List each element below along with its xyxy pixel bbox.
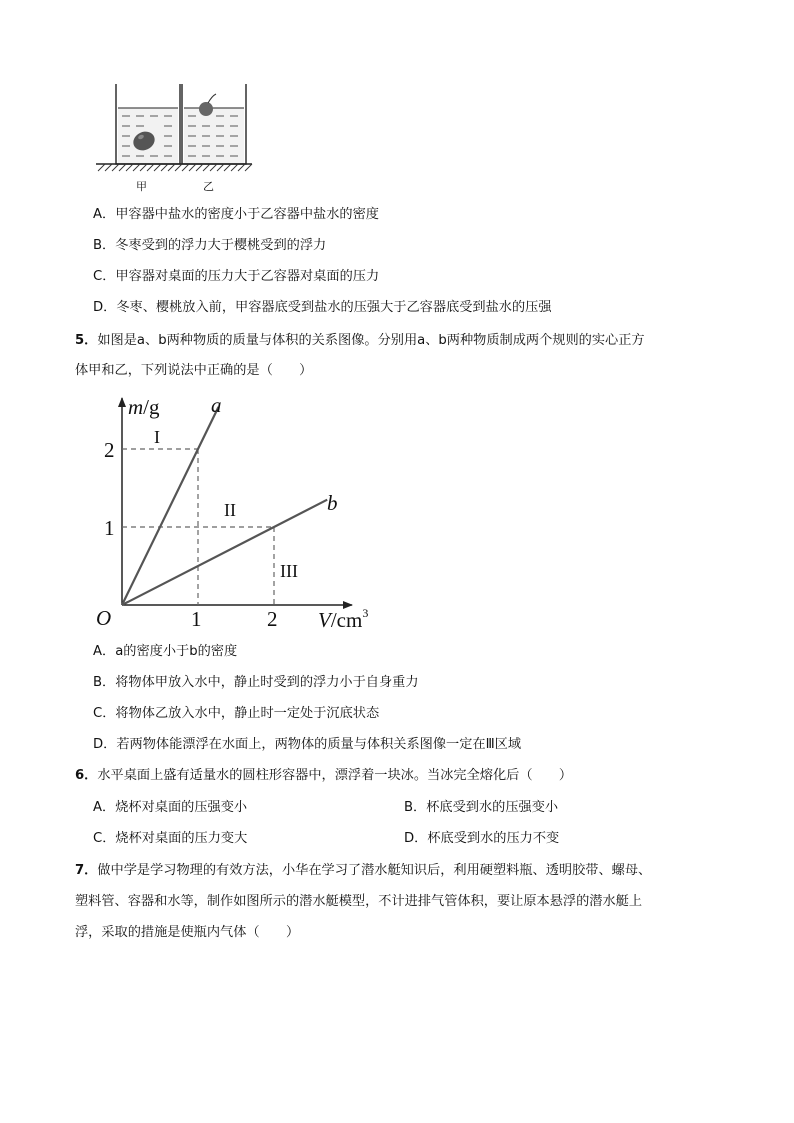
- series-label-b: b: [327, 491, 338, 515]
- q6-stem-text: 水平桌面上盛有适量水的圆柱形容器中，漂浮着一块冰。当冰完全熔化后（ ）: [97, 768, 573, 783]
- q6-option-b: B．杯底受到水的压强变小: [404, 800, 559, 815]
- q7-stem-line3: 浮，采取的措施是使瓶内气体（ ）: [75, 925, 300, 940]
- q5-stem-line1: [75, 332, 645, 350]
- q7-stem-text: 做中学是学习物理的有效方法，小华在学习了潜水艇知识后，利用硬塑料瓶、透明胶带、螺母、: [97, 863, 652, 878]
- q7-stem-line2: 塑料管、容器和水等，制作如图所示的潜水艇模型，不计进排气管体积，要让原本悬浮的潜水艇上: [75, 894, 643, 909]
- region-label-2: II: [224, 500, 236, 520]
- q5-option-a: A．a的密度小于b的密度: [93, 644, 238, 659]
- q4-option-a: A．甲容器中盐水的密度小于乙容器中盐水的密度: [93, 207, 379, 222]
- q7-number: 7．: [75, 863, 98, 878]
- region-label-1: I: [154, 427, 160, 447]
- x-tick-1: 1: [191, 607, 202, 631]
- q4-option-d: D．冬枣、樱桃放入前，甲容器底受到盐水的压强大于乙容器底受到盐水的压强: [93, 300, 552, 315]
- y-tick-2: 2: [104, 438, 115, 462]
- x-tick-2: 2: [267, 607, 278, 631]
- q6-option-c: C．烧杯对桌面的压力变大: [93, 831, 248, 846]
- q4-option-c: C．甲容器对桌面的压力大于乙容器对桌面的压力: [93, 269, 380, 284]
- region-label-3: III: [280, 561, 298, 581]
- y-axis-label: m/g: [128, 395, 160, 419]
- q7-stem-line1: [75, 862, 651, 880]
- q6-option-d: D．杯底受到水的压力不变: [404, 831, 560, 846]
- q4-containers-figure: [92, 84, 262, 196]
- cherry-shape: [199, 102, 213, 116]
- series-line-a: [122, 407, 219, 605]
- container-label-yi: 乙: [203, 180, 214, 193]
- q4-option-b: B．冬枣受到的浮力大于樱桃受到的浮力: [93, 238, 327, 253]
- q6-stem: [75, 767, 572, 785]
- q6-option-a: A．烧杯对桌面的压强变小: [93, 800, 248, 815]
- x-axis-label: $V/cm^3$: [318, 606, 369, 632]
- y-tick-1: 1: [104, 516, 115, 540]
- q5-option-c: C．将物体乙放入水中，静止时一定处于沉底状态: [93, 706, 380, 721]
- q5-number: 5．: [75, 333, 98, 348]
- mass-volume-chart: [90, 390, 390, 640]
- container-label-jia: 甲: [136, 180, 147, 193]
- origin-label: O: [96, 606, 112, 630]
- q5-option-b: B．将物体甲放入水中，静止时受到的浮力小于自身重力: [93, 675, 419, 690]
- q6-number: 6．: [75, 768, 98, 783]
- q5-stem-line2: 体甲和乙，下列说法中正确的是（ ）: [75, 363, 313, 378]
- q5-stem-text: 如图是a、b两种物质的质量与体积的关系图像。分别用a、b两种物质制成两个规则的实心正方: [97, 333, 645, 348]
- q5-option-d: D．若两物体能漂浮在水面上，两物体的质量与体积关系图像一定在Ⅲ区域: [93, 737, 522, 752]
- series-label-a: a: [211, 393, 222, 417]
